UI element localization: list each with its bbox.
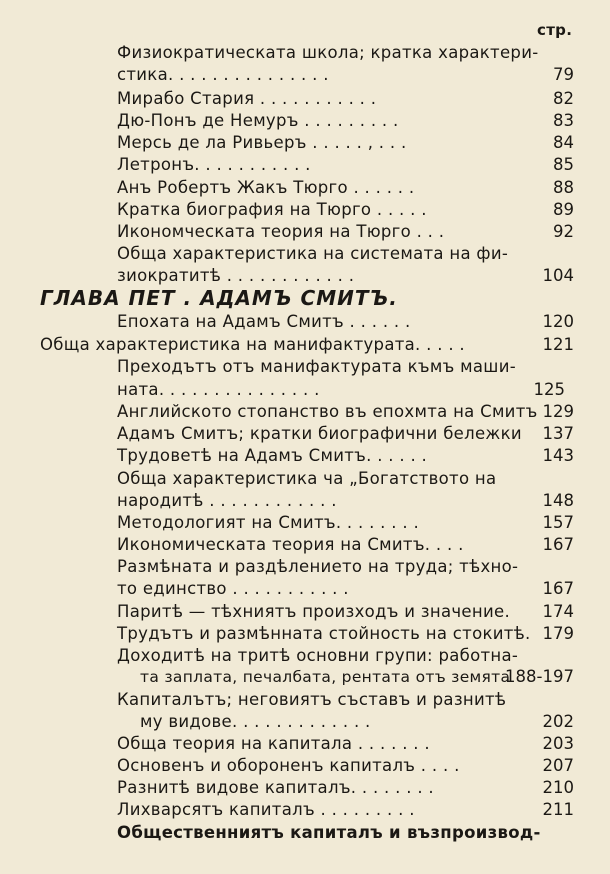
toc-entry-text: Английското стопанство въ епохмта на Смитъ — [117, 402, 538, 421]
toc-entry-page: 167 — [542, 579, 574, 598]
toc-entry-text: Трудътъ и размѣнната стойность на стокитѣ. — [117, 624, 531, 643]
toc-entry-text: зиократитѣ . . . . . . . . . . . . — [117, 266, 355, 285]
toc-entry-text: Анъ Робертъ Жакъ Тюрго . . . . . . — [117, 178, 415, 197]
toc-entry-text: Кратка биография на Тюрго . . . . . — [117, 200, 427, 219]
toc-entry-text: Общественниятъ капиталъ и възпроизвод- — [117, 823, 541, 842]
toc-entry-text: Методологият на Смитъ. . . . . . . . — [117, 513, 419, 532]
toc-entry-text: Паритѣ — тѣхниятъ произходъ и значение. — [117, 602, 510, 621]
toc-entry-text: Физиократическата школа; кратка характери- — [117, 43, 539, 62]
toc-entry-text: Мерсь де ла Ривьеръ . . . . . , . . . — [117, 133, 407, 152]
toc-entry-page: 129 — [542, 402, 574, 421]
toc-entry-page: 89 — [553, 200, 574, 219]
toc-entry-text: Обща характеристика на системата на фи- — [117, 244, 509, 263]
toc-entry-text: народитѣ . . . . . . . . . . . . — [117, 491, 337, 510]
toc-entry-text: Обща характеристика ча „Богатството на — [117, 469, 497, 488]
toc-entry-text: Разнитѣ видове капиталъ. . . . . . . . — [117, 778, 434, 797]
toc-entry-page: 179 — [542, 624, 574, 643]
toc-entry-page: 82 — [553, 89, 574, 108]
toc-entry-page: 137 — [542, 424, 574, 443]
toc-entry-text: Адамъ Смитъ; кратки биографични бележки — [117, 424, 522, 443]
toc-entry-page: 188-197 — [505, 667, 574, 686]
toc-entry-text: Преходътъ отъ манифактурата къмъ маши- — [117, 357, 516, 376]
toc-entry-page: 79 — [553, 65, 574, 84]
toc-entry-page: 84 — [553, 133, 574, 152]
toc-entry-page: 143 — [542, 446, 574, 465]
toc-entry-text: Мирабо Стария . . . . . . . . . . . — [117, 89, 377, 108]
toc-entry-page: 92 — [553, 222, 574, 241]
toc-entry-text: Основенъ и обороненъ капиталъ . . . . — [117, 756, 460, 775]
toc-entry-text: ната. . . . . . . . . . . . . . . — [117, 380, 320, 399]
toc-entry-page: 104 — [542, 266, 574, 285]
toc-entry-page: 174 — [542, 602, 574, 621]
toc-entry-page: 120 — [542, 312, 574, 331]
toc-entry-page: 121 — [542, 335, 574, 354]
toc-entry-page: 202 — [542, 712, 574, 731]
toc-entry-page: 125 — [533, 380, 565, 399]
toc-entry-page: 157 — [542, 513, 574, 532]
toc-entry-text: то единство . . . . . . . . . . . — [117, 579, 349, 598]
toc-entry-text: та заплата, печалбата, рентата отъ земята — [140, 668, 511, 686]
toc-entry-text: стика. . . . . . . . . . . . . . . — [117, 65, 329, 84]
toc-entry-page: 148 — [542, 491, 574, 510]
toc-entry-text: Размѣната и раздѣлението на труда; тѣхно- — [117, 557, 519, 576]
toc-entry-text: Летронъ. . . . . . . . . . . — [117, 155, 311, 174]
toc-entry-text: Икономческата теория на Тюрго . . . — [117, 222, 445, 241]
page-column-header: стр. — [537, 21, 573, 39]
toc-entry-page: 210 — [542, 778, 574, 797]
toc-entry-page: 85 — [553, 155, 574, 174]
toc-entry-text: Епохата на Адамъ Смитъ . . . . . . — [117, 312, 411, 331]
toc-entry-page: 88 — [553, 178, 574, 197]
toc-entry-text: му видове. . . . . . . . . . . . . — [140, 712, 371, 731]
toc-entry-text: Капиталътъ; неговиятъ съставъ и разнитѣ — [117, 690, 507, 709]
toc-entry-text: Доходитѣ на тритѣ основни групи: работна- — [117, 646, 519, 665]
toc-entry-text: Обща теория на капитала . . . . . . . — [117, 734, 430, 753]
toc-entry-text: Трудоветѣ на Адамъ Смитъ. . . . . . — [117, 446, 428, 465]
toc-entry-page: 211 — [542, 800, 574, 819]
toc-entry-text: Лихварсятъ капиталъ . . . . . . . . . — [117, 800, 415, 819]
toc-entry-text: Дю-Понъ де Немуръ . . . . . . . . . — [117, 111, 399, 130]
toc-entry-text: Обща характеристика на манифактурата. . . . . — [40, 335, 465, 354]
toc-entry-text: Икономическата теория на Смитъ. . . . — [117, 535, 464, 554]
toc-entry-page: 207 — [542, 756, 574, 775]
toc-entry-page: 203 — [542, 734, 574, 753]
toc-entry-page: 167 — [542, 535, 574, 554]
chapter-heading: ГЛАВА ПЕТ . АДАМЪ СМИТЪ. — [40, 286, 398, 310]
toc-entry-page: 83 — [553, 111, 574, 130]
